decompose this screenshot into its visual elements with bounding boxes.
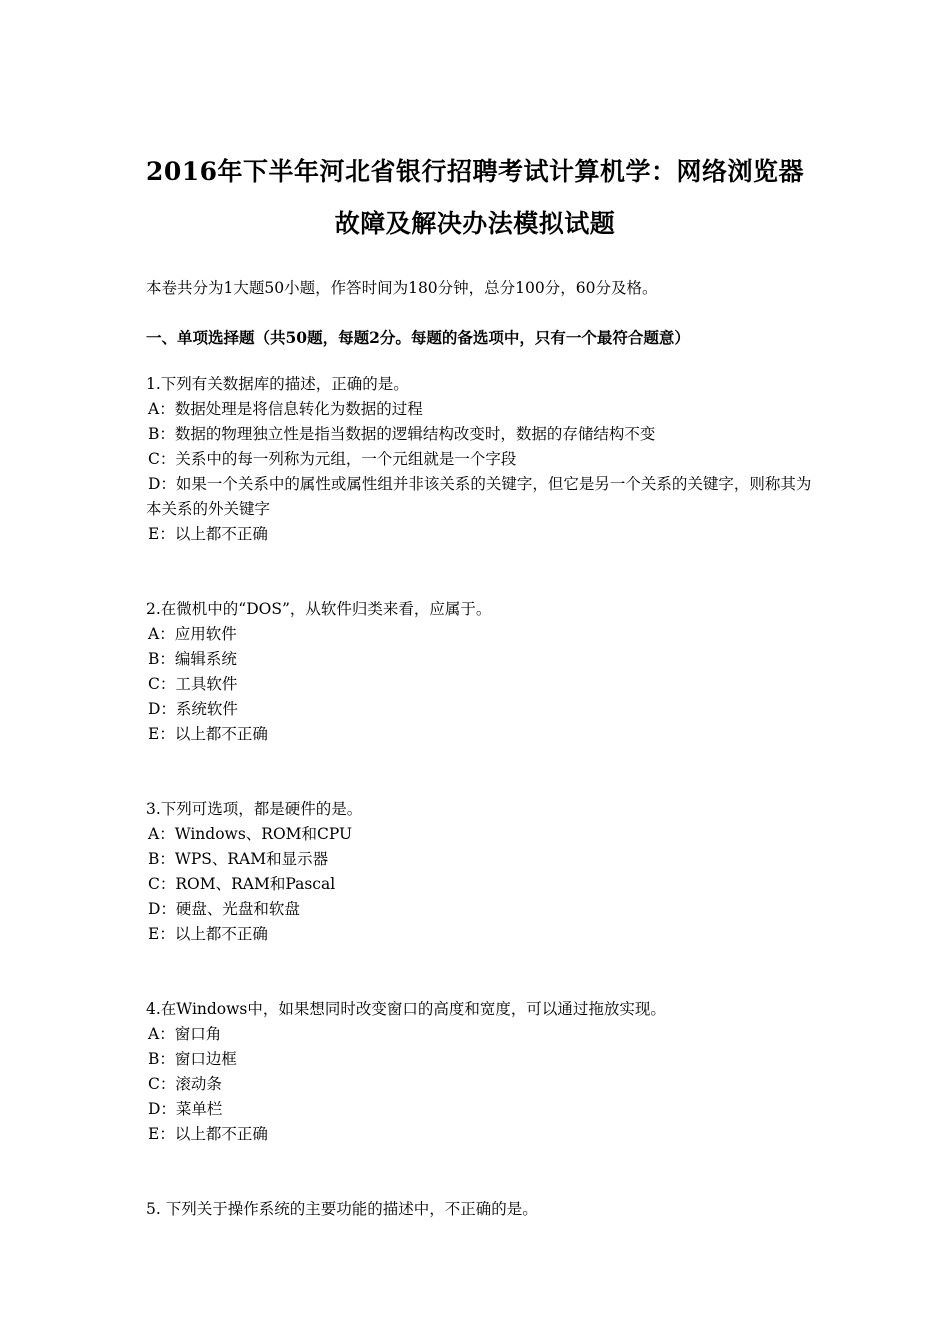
option-c: C：滚动条 [148,1075,222,1093]
section-heading: 一、单项选择题（共50题，每题2分。每题的备选项中，只有一个最符合题意） [146,328,690,347]
option-c: C：工具软件 [148,675,238,693]
document-title-line-1: 2016年下半年河北省银行招聘考试计算机学：网络浏览器 [145,157,805,186]
question-3 [146,797,816,947]
option-d: D：硬盘、光盘和软盘 [148,900,300,918]
option-c: C：关系中的每一列称为元组，一个元组就是一个字段 [148,450,517,468]
option-e: E：以上都不正确 [148,1125,268,1143]
question-4 [146,997,816,1147]
option-d: D：菜单栏 [148,1100,223,1118]
question-stem: 4.在Windows中，如果想同时改变窗口的高度和宽度，可以通过拖放实现。 [146,1000,666,1018]
document-title-line-2: 故障及解决办法模拟试题 [334,209,616,238]
option-b: B：数据的物理独立性是指当数据的逻辑结构改变时，数据的存储结构不变 [148,425,656,443]
option-a: A：窗口角 [148,1025,222,1043]
option-e: E：以上都不正确 [148,925,268,943]
question-1 [146,372,816,547]
exam-intro: 本卷共分为1大题50小题，作答时间为180分钟，总分100分，60分及格。 [146,279,658,297]
option-a: A：应用软件 [148,625,237,643]
option-e: E：以上都不正确 [148,725,268,743]
option-c: C：ROM、RAM和Pascal [148,875,336,893]
option-e: E：以上都不正确 [148,525,268,543]
question-2 [146,597,816,747]
option-a: A：Windows、ROM和CPU [148,825,353,843]
question-stem: 5. 下列关于操作系统的主要功能的描述中，不正确的是。 [146,1200,538,1218]
question-stem: 1.下列有关数据库的描述，正确的是。 [146,375,409,393]
option-a: A：数据处理是将信息转化为数据的过程 [148,400,423,418]
option-d: D：系统软件 [148,700,238,718]
option-b: B：WPS、RAM和显示器 [148,850,329,868]
option-b: B：编辑系统 [148,650,237,668]
option-b: B：窗口边框 [148,1050,237,1068]
question-5 [146,1197,816,1222]
question-stem: 3.下列可选项，都是硬件的是。 [146,800,363,818]
question-stem: 2.在微机中的“DOS”，从软件归类来看，应属于。 [146,600,492,618]
option-d: D：如果一个关系中的属性或属性组并非该关系的关键字，但它是另一个关系的关键字，则称其为本关系的外关键字 [146,475,812,518]
